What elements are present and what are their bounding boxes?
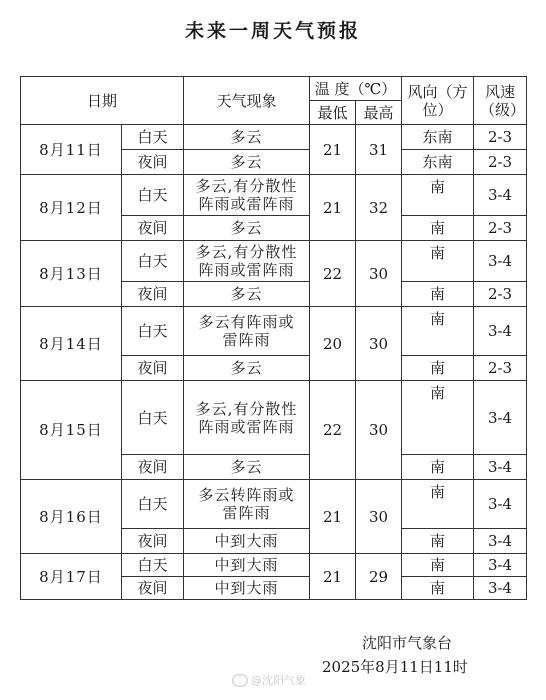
issuer: 沈阳市气象台 bbox=[362, 634, 453, 652]
weather-text: 多云转阵雨或雷阵雨 bbox=[198, 486, 295, 522]
header-wind-direction bbox=[402, 77, 474, 125]
period-cell: 白天 bbox=[122, 175, 184, 216]
date-cell: 8月13日 bbox=[21, 241, 122, 307]
temp-min-cell: 21 bbox=[310, 175, 356, 241]
temp-max-cell: 31 bbox=[356, 125, 402, 175]
date-cell: 8月11日 bbox=[21, 125, 122, 175]
period-cell: 白天 bbox=[122, 480, 184, 529]
weather-cell: 多云 bbox=[184, 356, 310, 381]
forecast-table bbox=[20, 76, 527, 600]
table-row bbox=[21, 175, 527, 216]
wind-direction-cell: 南 bbox=[402, 356, 474, 381]
wind-speed-cell: 3-4 bbox=[474, 480, 527, 529]
wind-direction-cell: 南 bbox=[402, 455, 474, 480]
wind-direction-cell: 南 bbox=[402, 554, 474, 577]
weather-cell: 中到大雨 bbox=[184, 529, 310, 554]
period-cell: 夜间 bbox=[122, 216, 184, 241]
wind-speed-cell: 2-3 bbox=[474, 150, 527, 175]
date-cell: 8月15日 bbox=[21, 381, 122, 480]
wind-direction-cell: 南 bbox=[402, 241, 474, 282]
period-cell: 白天 bbox=[122, 381, 184, 455]
wind-direction-cell: 南 bbox=[402, 577, 474, 600]
issue-time: 2025年8月11日11时 bbox=[322, 658, 468, 676]
table-row bbox=[21, 381, 527, 455]
period-cell: 白天 bbox=[122, 307, 184, 356]
temp-max-cell: 32 bbox=[356, 175, 402, 241]
wind-direction-cell: 东南 bbox=[402, 150, 474, 175]
temp-min-cell: 22 bbox=[310, 381, 356, 480]
weather-cell bbox=[184, 307, 310, 356]
weibo-logo-icon bbox=[232, 674, 248, 687]
wind-direction-cell: 南 bbox=[402, 175, 474, 216]
wind-speed-cell: 2-3 bbox=[474, 216, 527, 241]
header-wind-speed-label: 风速（级） bbox=[480, 82, 526, 119]
weather-text: 多云,有分散性阵雨或雷阵雨 bbox=[195, 177, 298, 213]
weather-cell: 中到大雨 bbox=[184, 577, 310, 600]
period-cell: 白天 bbox=[122, 125, 184, 150]
weather-cell bbox=[184, 175, 310, 216]
header-temperature: 温 度（℃） bbox=[310, 77, 402, 101]
weather-cell: 多云 bbox=[184, 150, 310, 175]
header-wind-speed bbox=[474, 77, 527, 125]
temp-max-cell: 29 bbox=[356, 554, 402, 600]
temp-max-cell: 30 bbox=[356, 381, 402, 480]
header-date: 日期 bbox=[21, 77, 184, 125]
temp-min-cell: 21 bbox=[310, 554, 356, 600]
header-wind-direction-label: 风向（方位） bbox=[407, 82, 468, 119]
wind-speed-cell: 2-3 bbox=[474, 125, 527, 150]
temp-min-cell: 21 bbox=[310, 125, 356, 175]
period-cell: 夜间 bbox=[122, 150, 184, 175]
period-cell: 夜间 bbox=[122, 529, 184, 554]
wind-speed-cell: 2-3 bbox=[474, 282, 527, 307]
wind-speed-cell: 3-4 bbox=[474, 175, 527, 216]
weather-cell bbox=[184, 381, 310, 455]
header-temp-max: 最高 bbox=[356, 101, 402, 125]
weather-cell bbox=[184, 480, 310, 529]
wind-speed-cell: 3-4 bbox=[474, 241, 527, 282]
watermark-text: @沈阳气象 bbox=[251, 674, 306, 687]
period-cell: 夜间 bbox=[122, 282, 184, 307]
page-title: 未来一周天气预报 bbox=[184, 20, 361, 42]
wind-speed-cell: 3-4 bbox=[474, 577, 527, 600]
weather-text: 中到大雨 bbox=[214, 556, 279, 574]
weather-cell: 多云 bbox=[184, 282, 310, 307]
date-cell: 8月17日 bbox=[21, 554, 122, 600]
wind-speed-cell: 2-3 bbox=[474, 356, 527, 381]
date-cell: 8月12日 bbox=[21, 175, 122, 241]
temp-max-cell: 30 bbox=[356, 241, 402, 307]
weather-cell bbox=[184, 241, 310, 282]
temp-min-cell: 21 bbox=[310, 480, 356, 554]
weather-text: 多云,有分散性阵雨或雷阵雨 bbox=[195, 243, 298, 279]
temp-max-cell: 30 bbox=[356, 307, 402, 381]
watermark bbox=[232, 672, 306, 688]
period-cell: 夜间 bbox=[122, 455, 184, 480]
weather-text: 多云有阵雨或雷阵雨 bbox=[198, 313, 295, 349]
table-row bbox=[21, 125, 527, 150]
table-row bbox=[21, 241, 527, 282]
header-temp-min: 最低 bbox=[310, 101, 356, 125]
wind-speed-cell: 3-4 bbox=[474, 381, 527, 455]
wind-speed-cell: 3-4 bbox=[474, 455, 527, 480]
table-row bbox=[21, 480, 527, 529]
weather-cell bbox=[184, 125, 310, 150]
table-row bbox=[21, 554, 527, 577]
wind-direction-cell: 南 bbox=[402, 307, 474, 356]
wind-direction-cell: 南 bbox=[402, 480, 474, 529]
period-cell: 白天 bbox=[122, 554, 184, 577]
wind-direction-cell: 南 bbox=[402, 282, 474, 307]
weather-text: 多云,有分散性阵雨或雷阵雨 bbox=[195, 399, 298, 436]
period-cell: 夜间 bbox=[122, 356, 184, 381]
wind-direction-cell: 东南 bbox=[402, 125, 474, 150]
wind-direction-cell: 南 bbox=[402, 381, 474, 455]
weather-cell bbox=[184, 554, 310, 577]
wind-speed-cell: 3-4 bbox=[474, 554, 527, 577]
wind-speed-cell: 3-4 bbox=[474, 529, 527, 554]
table-row bbox=[21, 307, 527, 356]
wind-direction-cell: 南 bbox=[402, 529, 474, 554]
period-cell: 白天 bbox=[122, 241, 184, 282]
temp-max-cell: 30 bbox=[356, 480, 402, 554]
weather-cell: 多云 bbox=[184, 455, 310, 480]
weather-text: 多云 bbox=[230, 128, 263, 146]
period-cell: 夜间 bbox=[122, 577, 184, 600]
date-cell: 8月16日 bbox=[21, 480, 122, 554]
wind-direction-cell: 南 bbox=[402, 216, 474, 241]
temp-min-cell: 20 bbox=[310, 307, 356, 381]
header-phenomenon: 天气现象 bbox=[184, 77, 310, 125]
date-cell: 8月14日 bbox=[21, 307, 122, 381]
temp-min-cell: 22 bbox=[310, 241, 356, 307]
wind-speed-cell: 3-4 bbox=[474, 307, 527, 356]
weather-cell: 多云 bbox=[184, 216, 310, 241]
